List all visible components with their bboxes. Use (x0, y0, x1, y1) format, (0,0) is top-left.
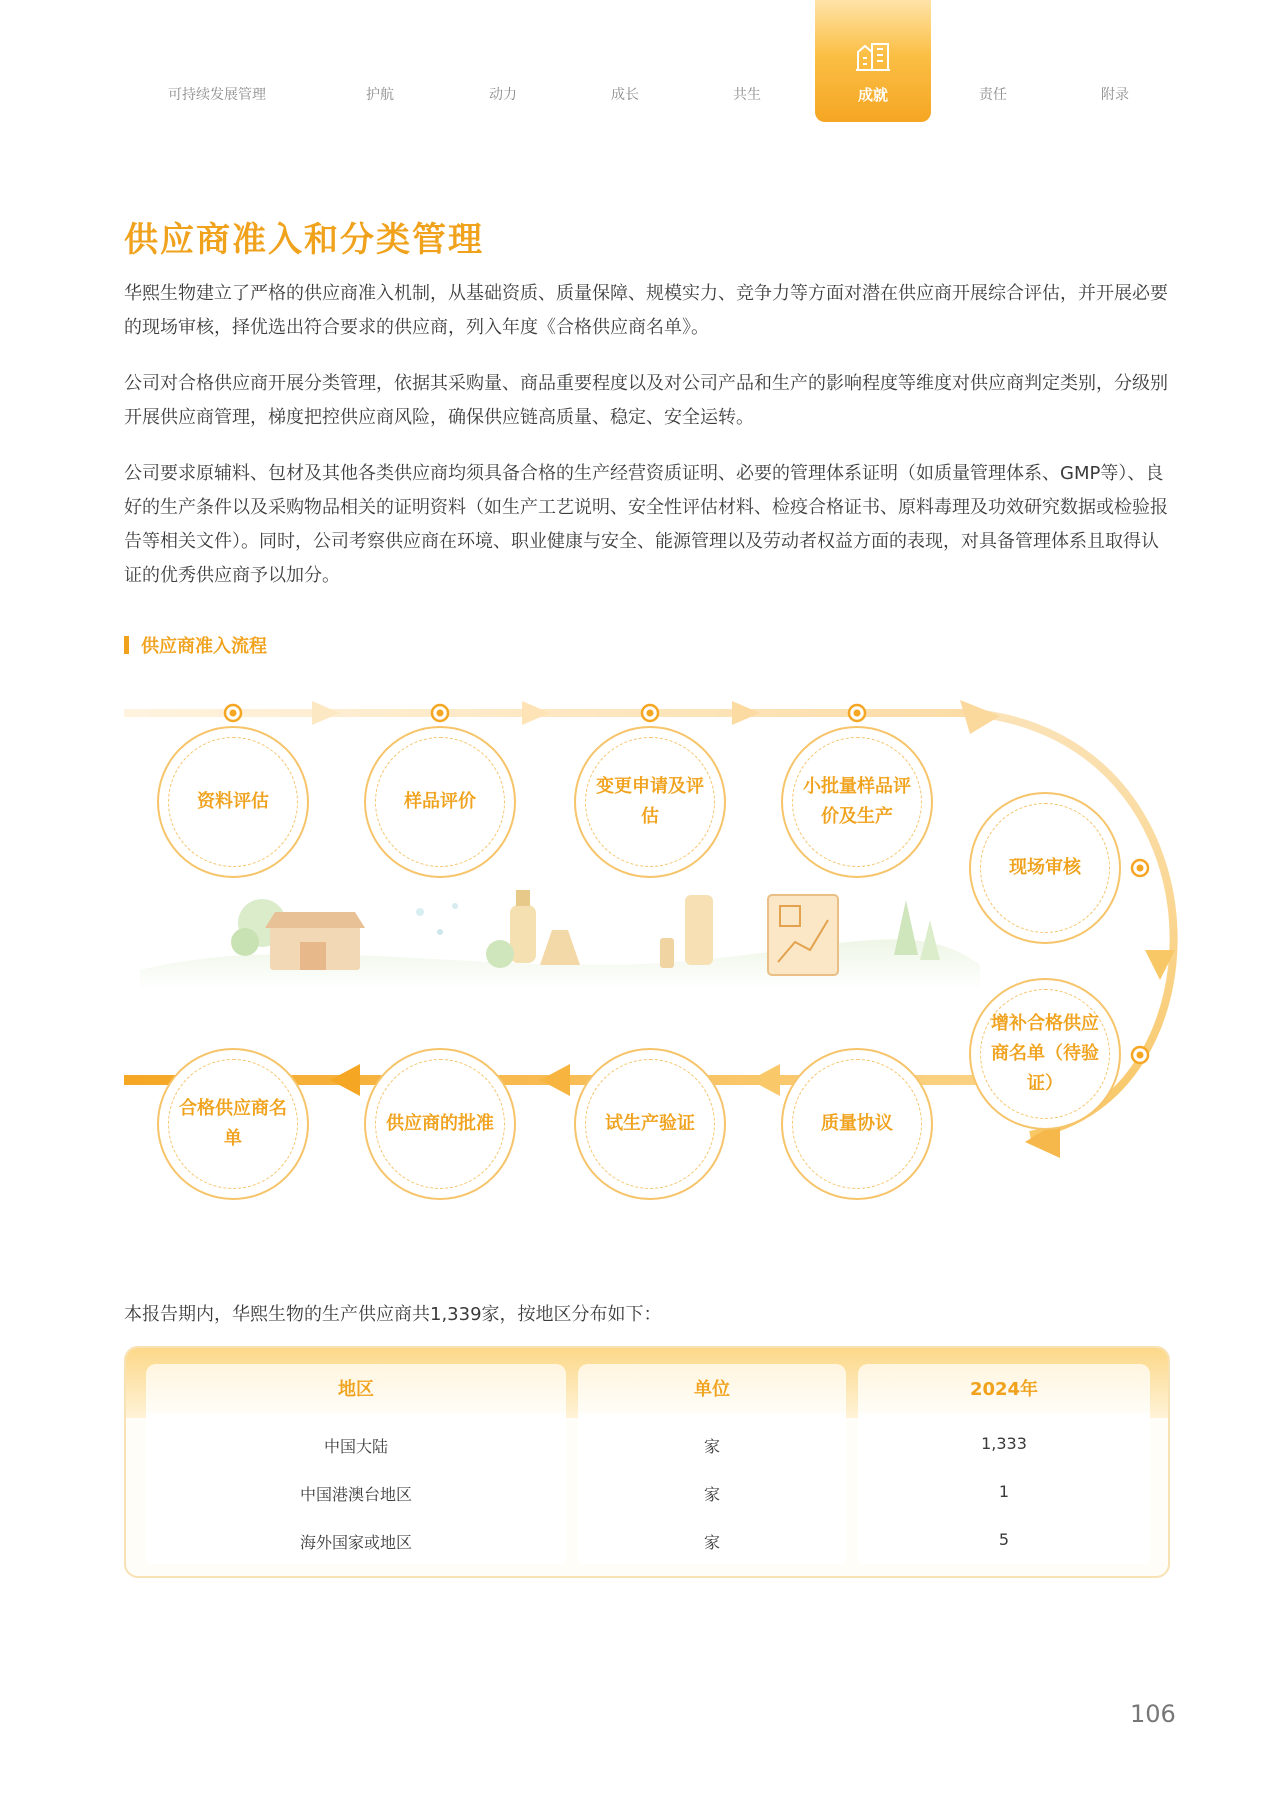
top-arrow (732, 701, 760, 725)
table-cell-value: 1,333 (981, 1434, 1027, 1453)
table-header-year: 2024年 (858, 1364, 1150, 1414)
page-number: 106 (1130, 1700, 1176, 1728)
table-header-unit: 单位 (578, 1364, 846, 1414)
flow-step-label: 质量协议 (821, 1113, 893, 1134)
flow-step-label: 样品评价 (404, 791, 476, 812)
paragraph-requirements: 公司要求原辅料、包材及其他各类供应商均须具备合格的生产经营资质证明、必要的管理体系证明（如质量管理体系、GMP等）、良好的生产条件以及采购物品相关的证明资料（如生产工艺说明、安全性评估材料、检疫合格证书、原料毒理及功效研究数据或检验报告等相关文件）。同时，公司考察供应商在环境、职业健康与安全、能源管理以及劳动者权益方面的表现，对具备管理体系且取得认证的优秀供应商予以加分。 (124, 463, 1168, 586)
bottom-arrow (540, 1064, 570, 1096)
admission-flow-diagram (0, 680, 1280, 1240)
chart-board-icon (768, 895, 838, 975)
tube-icon (685, 895, 713, 965)
flow-step-label: 变更申请及评估 (596, 776, 704, 827)
nav-item-achievement[interactable] (815, 0, 931, 122)
flow-step-qualified-list (157, 1048, 309, 1200)
supplier-region-table (124, 1346, 1170, 1578)
tree-icon (894, 900, 918, 955)
flow-step-quality-agreement (781, 1048, 933, 1200)
tree-icon (231, 928, 259, 956)
flow-step-change-request (574, 726, 726, 878)
paragraph-classification: 公司对合格供应商开展分类管理，依据其采购量、商品重要程度以及对公司产品和生产的影响程度等维度对供应商判定类别，分级别开展供应商管理，梯度把控供应商风险，确保供应链高质量、稳定、安全运转。 (124, 373, 1168, 428)
table-cell-unit: 家 (703, 1437, 720, 1456)
table-cell-unit: 家 (703, 1485, 720, 1504)
table-header-region: 地区 (146, 1364, 566, 1414)
nav-item-label: 成就 (857, 86, 888, 104)
nav-item-growth[interactable]: 成长 (611, 87, 639, 103)
table-cell-value: 1 (998, 1482, 1010, 1501)
scene-illustration (140, 890, 980, 990)
arc-arrow-top (960, 700, 1000, 734)
flow-step-label: 增补合格供应商名单（待验证） (991, 1013, 1099, 1094)
tree-icon (920, 920, 940, 960)
nav-item-appendix[interactable]: 附录 (1101, 87, 1129, 103)
table-cell-region: 中国大陆 (323, 1437, 388, 1456)
table-cell-value: 5 (998, 1530, 1010, 1549)
flow-step-supplier-approval (364, 1048, 516, 1200)
table-cell-region: 中国港澳台地区 (299, 1485, 412, 1504)
flow-step-onsite-audit (969, 792, 1121, 944)
flow-step-trial-production (574, 1048, 726, 1200)
top-arrow (522, 701, 550, 725)
flow-step-document-evaluation (157, 726, 309, 878)
paragraph-admission: 华熙生物建立了严格的供应商准入机制，从基础资质、质量保障、规模实力、竞争力等方面对潜在供应商开展综合评估，并开展必要的现场审核，择优选出符合要求的供应商，列入年度《合格供应商名单》。 (124, 283, 1168, 338)
flow-step-label: 供应商的批准 (386, 1113, 494, 1134)
top-arrow (312, 701, 340, 725)
building-icon (855, 38, 891, 72)
table-cell-region: 海外国家或地区 (299, 1533, 412, 1552)
flow-step-label: 试生产验证 (605, 1113, 695, 1134)
flow-step-label: 小批量样品评价及生产 (803, 776, 911, 827)
bottom-arrow (750, 1064, 780, 1096)
flow-step-add-qualified-list (969, 978, 1121, 1130)
flow-step-label: 现场审核 (1009, 857, 1081, 878)
flow-step-sample-evaluation (364, 726, 516, 878)
flask-icon (540, 930, 580, 965)
table-cell-unit: 家 (703, 1533, 720, 1552)
nav-item-responsibility[interactable]: 责任 (979, 87, 1007, 103)
nav-item-power[interactable]: 动力 (489, 87, 517, 103)
table-intro: 本报告期内，华熙生物的生产供应商共1,339家，按地区分布如下： (124, 1304, 662, 1325)
bottom-arrow (330, 1064, 360, 1096)
flow-heading-text: 供应商准入流程 (141, 636, 267, 657)
flow-heading (124, 632, 267, 658)
nav-item-escort[interactable]: 护航 (366, 87, 394, 103)
top-navigation (0, 0, 1280, 125)
nav-item-symbiosis[interactable]: 共生 (733, 87, 761, 103)
section-title: 供应商准入和分类管理 (124, 220, 484, 260)
nav-item-sustainability[interactable]: 可持续发展管理 (168, 87, 266, 103)
flow-step-label: 合格供应商名单 (179, 1098, 287, 1149)
flow-step-label: 资料评估 (197, 791, 269, 812)
flow-step-small-batch (781, 726, 933, 878)
heading-bar (124, 636, 129, 654)
